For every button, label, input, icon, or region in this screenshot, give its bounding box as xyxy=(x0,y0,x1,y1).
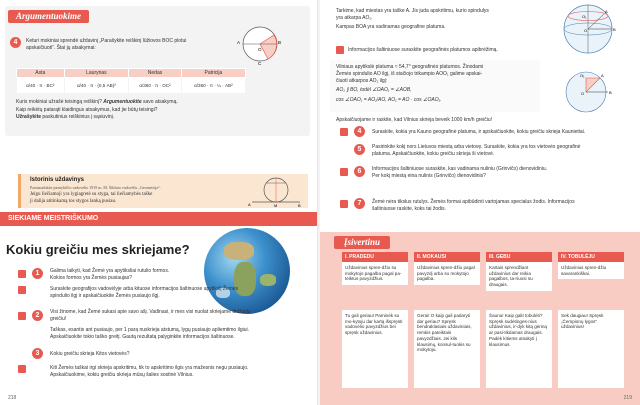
question-3-emphasis: Užrašykite xyxy=(16,114,42,120)
history-source: Pasinaudokite pirmykščio vadovėlio 1919 m. M. Šikšnio vadovėlis „Geometrija“. xyxy=(30,185,161,190)
task-line: Per kokį miestą eina nulinis (Grinvičo) dienovidinis? xyxy=(372,173,486,179)
task-line: Žemė nėra tikslus rutulys. Žemės formai apibūdinti vartojamas specialus žodis. Informacijos xyxy=(372,199,575,205)
geo-line: cos ∠OAO₁ = AO₁/AO, AO₁ = AO · cos ∠OAO₁. xyxy=(336,97,442,103)
column-feedback: Tu gali geriau! Paminėk su mo-kytoju dar kartą išspręsti vadovėlio pavyzdžius bei spręsk uždavinius. xyxy=(342,310,408,388)
self-assessment-title: Įsivertinu xyxy=(334,236,390,249)
column-body: Kartais sprendžiant uždavinius dar reikia pagalbos, ta-riuosi su draugais. xyxy=(486,262,552,291)
step-line: Apskaičiuokime, kokiu greičiu skrieja mūsų šalies sostinė Vilnius. xyxy=(50,372,194,378)
geo-line: Žemės spindulio AO ilgį, iš stačiojo trikampio AOO₁ galime apskai- xyxy=(336,71,483,77)
question-3-text: paskutinius reiškinius į sąsiuvinį. xyxy=(41,114,115,120)
svg-text:B: B xyxy=(278,40,282,45)
svg-text:M: M xyxy=(274,203,278,208)
history-title: Istorinis uždavinys xyxy=(30,177,85,183)
column-body: Uždavinius spren-džiu su mokytojo pagalba pagal pa-teiktus pavyzdžius. xyxy=(342,262,408,285)
svg-text:A: A xyxy=(248,202,251,207)
info-note: Informacijos šaltiniuose suraskite geografinės platumos apibrėžimą. xyxy=(348,47,498,53)
step-line: Suraskite geografijos vadovėlyje arba kituose informacijos šaltinuose apytikslį Žemės xyxy=(50,286,239,292)
svg-text:B: B xyxy=(298,203,301,208)
assessment-column xyxy=(342,252,408,390)
step-line: Visi žinome, kad Žemė sukasi apie savo ašį. Vadinasi, ir mes visi nuolat skriejame didžiuliu xyxy=(50,309,251,315)
table-cell: α/360 · π · OC² xyxy=(129,78,182,94)
column-feedback: Sek daugiau! Spręsk „Čempionų lygos“ uždavinius! xyxy=(558,310,624,388)
task-badge: 7 xyxy=(354,198,365,209)
page-number: 219 xyxy=(623,394,632,401)
right-page xyxy=(320,0,640,405)
task4-text-line2: apskaičiuoti“. Štai jų atsakymai: xyxy=(26,45,96,51)
task-line: Pasirinkite kokį nors Lietuvos miestą arba vietovę. Suraskite, kokia yra tos vietovės geografinė xyxy=(372,144,581,150)
column-feedback: Šaunu! Kaip galit tobulėti? Spręsk sudėtinges-nius uždavinius, ir-dyk kitą gėriną ar pasi-tikdamas draugais. Padėk kitiems atsakyti į klausimus. xyxy=(486,310,552,388)
question-1 xyxy=(16,99,296,105)
sector-diagram xyxy=(234,24,286,66)
geo-line: čiuoti atkarpos AO₁ ilgį: xyxy=(336,78,388,84)
assessment-column xyxy=(558,252,624,390)
geo-line: Vilniaus apytikslė platuma ≈ 54,7° geografinės platumos. Žinodami xyxy=(336,64,484,70)
question-3 xyxy=(16,114,296,120)
intro-line: yra atkarpa AO₁. xyxy=(336,15,373,21)
table-cell: α/40 · π · (0,5 AB)² xyxy=(64,78,129,94)
task-line: platuma. Apskaičiuokite, kokiu greičiu skrieja ši vietovė. xyxy=(372,151,495,157)
triangle-diagram xyxy=(546,62,628,114)
section-banner: SIEKIAME MEISTRIŠKUMO xyxy=(0,212,318,226)
svg-text:A: A xyxy=(237,40,241,45)
intro-line: Tarkime, kad miestas yra taške A. Jis juda apskritimu, kurio spindulys xyxy=(336,8,489,14)
assessment-column xyxy=(414,252,480,390)
intro-line: Kampas BOA yra vadinamas geografine platuma. xyxy=(336,24,446,30)
question-1-emphasis: Argumentuokite xyxy=(103,99,142,105)
task-icon xyxy=(18,312,26,320)
history-line1: Jeigu liečiamoji yra lygiagretė su styga, tai liečiamybės taške xyxy=(30,192,153,197)
step-line: Kokiu greičiu skrieja Kitos vietovės? xyxy=(50,351,130,357)
svg-text:O: O xyxy=(258,47,262,52)
svg-text:B: B xyxy=(609,90,612,95)
chord-tangent-diagram xyxy=(248,174,304,208)
step-badge: 2 xyxy=(32,310,43,321)
step-line: Taškas, esantis ant pusiaujo, per 1 parą nuskrieja atstumą, lygų pusiaujo apliemtimo ilgiui. xyxy=(50,327,249,333)
table-cell: α/360 · π · ¼ · AB² xyxy=(181,78,245,94)
column-header: IV. TOBULĖJU xyxy=(558,252,624,262)
task-icon xyxy=(18,270,26,278)
task-icon xyxy=(340,168,348,176)
question-1-text: Kuris mokiniai užrašė teisingą reiškinį? xyxy=(16,99,104,105)
task-icon xyxy=(340,200,348,208)
task-line: šaltiniuose raskite, koks tai žodis. xyxy=(372,206,446,212)
table-header: Laurynas xyxy=(64,69,129,78)
task-line: Informacijos šaltiniuose suraskite, kas vadinama nuliniu (Grinvičo) dienovidiniu. xyxy=(372,166,548,172)
geo-line: AO₁ ∥ BO, todėl ∠OAO₁ = ∠AOB, xyxy=(336,87,412,93)
table-cell: α/40 · π · BC² xyxy=(17,78,65,94)
svg-text:O₁: O₁ xyxy=(580,73,585,78)
argument-title: Argumentuokime xyxy=(8,10,89,23)
step-line: Galima laikyti, kad Žemė yra apytiksliai rutulio formos. xyxy=(50,268,170,274)
column-body: Uždavinius spren-džiu savarankiškai. xyxy=(558,262,624,279)
step-badge: 3 xyxy=(32,348,43,359)
step-line: spindulio ilgį ir apskaičiuokite Žemės pusiaujo ilgį. xyxy=(50,293,160,299)
column-feedback: Gerai! O kaip gali padaryti dar geriau? Spręsk bendraklasiais uždaviniais, remkis pateiktais pavyzdžiais. Jei kils klausimų, konsul-tuokis su mokytoju. xyxy=(414,310,480,388)
step-line: Kokios formos yra Žemės pusiaujas? xyxy=(50,275,132,281)
column-body: Uždavinius spren-džiu pagal pavyzdį arba su mokytojo pagalba. xyxy=(414,262,480,285)
step-badge: 1 xyxy=(32,268,43,279)
task-badge: 6 xyxy=(354,166,365,177)
history-line2: ji dalija atitinkamą tos stygos lanką pusiau. xyxy=(30,199,117,204)
step-line: Apskaičiuokite tokio taško greitį. Gautą rezultatą palyginkite informacijos šaltinuose. xyxy=(50,334,235,340)
section-heading: Kokiu greičiu mes skriejame? xyxy=(6,242,190,257)
info-icon xyxy=(336,46,344,54)
svg-text:A: A xyxy=(605,9,608,14)
task-icon xyxy=(340,128,348,136)
table-header: Patricija xyxy=(181,69,245,78)
question-2: Kaip reikėtų patarąti klaidingus atsakymus, kad jie būtų teisingi? xyxy=(16,107,158,113)
task-badge: 4 xyxy=(354,126,365,137)
svg-text:O₁: O₁ xyxy=(582,14,587,19)
task-icon xyxy=(18,365,26,373)
svg-text:C: C xyxy=(258,61,262,66)
task-line: Suraskite, kokia yra Kauno geografinė platuma, ir apskaičiuokite, kokiu greičiu skrieja Kaunietiai. xyxy=(372,129,586,135)
task-number-badge: 4 xyxy=(10,37,21,48)
svg-text:B: B xyxy=(613,27,616,32)
left-page xyxy=(0,0,318,405)
column-header: II. MOKAUSI xyxy=(414,252,480,262)
svg-text:O: O xyxy=(584,28,588,33)
question-1-tail: savo atsakymą. xyxy=(141,99,178,105)
column-header: III. GEBU xyxy=(486,252,552,262)
task-icon xyxy=(18,286,26,294)
column-header: I. PRADEDU xyxy=(342,252,408,262)
table-header: Nedas xyxy=(129,69,182,78)
table-header: Asta xyxy=(17,69,65,78)
step-line: Kiti Žemės taškai irgi skrieja apskritimu, tik to apskritimo ilgis yra mažesnis negu pusiaujo. xyxy=(50,365,249,371)
page-number: 218 xyxy=(8,394,17,401)
answers-table xyxy=(16,68,246,94)
task-badge: 5 xyxy=(354,144,365,155)
task4-text-line1: Keturi mokiniai sprendė uždavinį „Parašykite reiškinį lūžiovos BOC plotui xyxy=(26,38,187,44)
step-line: greičiu! xyxy=(50,316,67,322)
speed-line: Apskaičiuojame ir raskite, kad Vilnius skrieja beveik 1000 km/h greičiu! xyxy=(336,117,493,123)
svg-text:O: O xyxy=(581,91,585,96)
svg-text:A: A xyxy=(601,73,604,78)
assessment-column xyxy=(486,252,552,390)
